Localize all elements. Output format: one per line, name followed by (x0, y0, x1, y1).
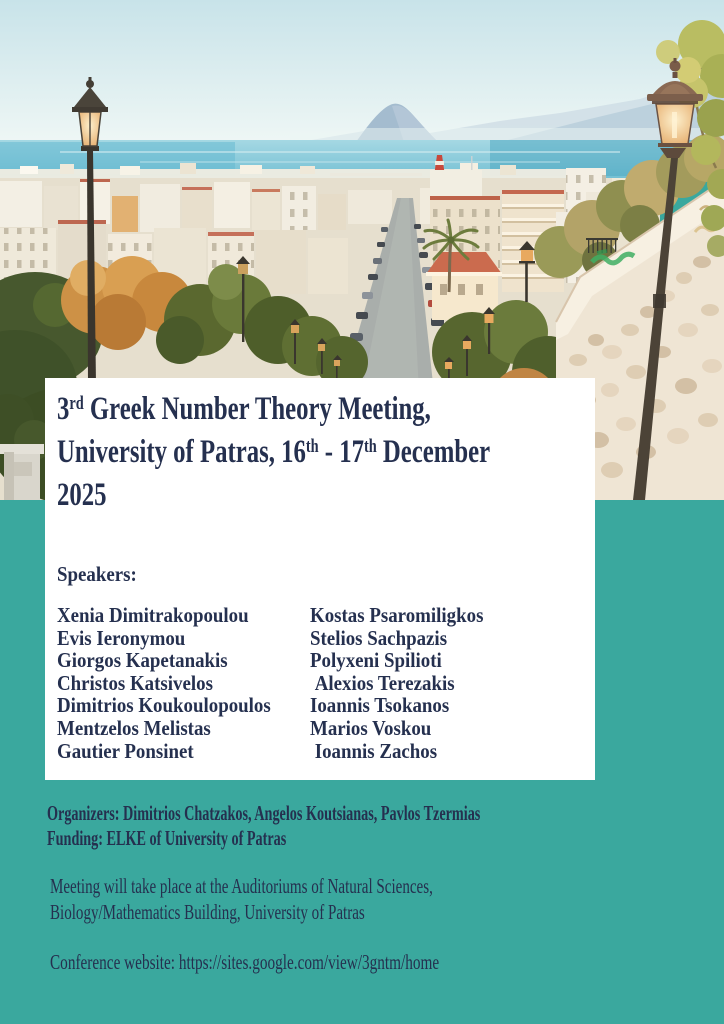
speakers-heading: Speakers: (57, 562, 137, 586)
speaker-name: Giorgos Kapetanakis (57, 648, 228, 673)
organizers-block (47, 801, 704, 850)
venue-block (50, 874, 597, 925)
speaker-name: Gautier Ponsinet (57, 738, 194, 763)
website-block (50, 950, 598, 975)
speaker-name: Evis Ieronymou (57, 625, 186, 650)
ordinal-superscript: th (363, 436, 377, 458)
title-line-1: 3rd Greek Number Theory Meeting, (57, 391, 431, 427)
speaker-name: Mentzelos Melistas (57, 715, 211, 740)
title-panel (45, 378, 595, 780)
funding-line: Funding: ELKE of University of Patras (47, 825, 287, 850)
speaker-name: Ioannis Tsokanos (310, 693, 450, 718)
speakers-list (57, 604, 587, 762)
speaker-name: Kostas Psaromiligkos (310, 603, 484, 627)
speaker-name: Polyxeni Spilioti (310, 648, 442, 673)
title-line-2: University of Patras, 16th - 17th December (57, 434, 491, 470)
speaker-name: Stelios Sachpazis (310, 625, 448, 650)
website-line: Conference website: https://sites.google.com/view/3gntm/home (50, 950, 440, 974)
ordinal-superscript: th (305, 436, 319, 458)
speakers-column-right (310, 604, 587, 762)
speaker-name: Marios Voskou (310, 715, 432, 740)
title-line-3: 2025 (57, 477, 107, 513)
speaker-name: Dimitrios Koukoulopoulos (57, 693, 271, 718)
ordinal-superscript: rd (69, 393, 84, 415)
venue-line-1: Meeting will take place at the Auditoriums of Natural Sciences, (50, 874, 433, 898)
speakers-column-left (57, 604, 310, 762)
speaker-name: Christos Katsivelos (57, 670, 213, 695)
speaker-name: Ioannis Zachos (310, 738, 438, 763)
conference-title (57, 390, 634, 514)
organizers-line: Organizers: Dimitrios Chatzakos, Angelos Koutsianas, Pavlos Tzermias (47, 801, 481, 825)
speaker-name: Xenia Dimitrakopoulou (57, 603, 249, 627)
speaker-name: Alexios Terezakis (310, 670, 455, 695)
venue-line-2: Biology/Mathematics Building, University of Patras (50, 899, 365, 924)
